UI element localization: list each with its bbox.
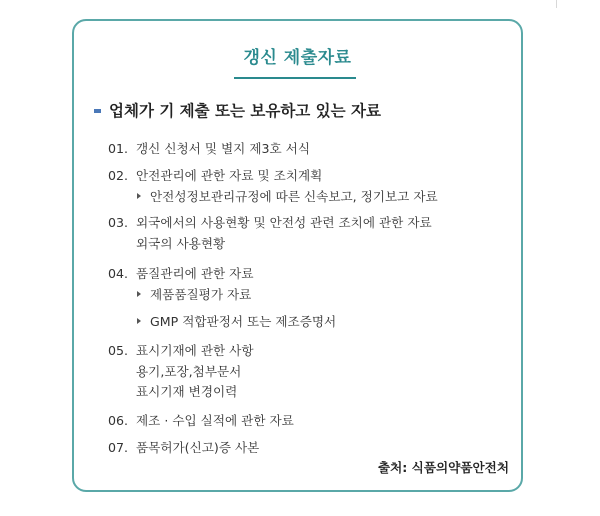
list-item [108,263,254,282]
item-text: 외국에서의 사용현황 및 안전성 관련 조치에 관한 자료 [136,215,432,230]
item-number: 03. [108,215,129,230]
item-text: 갱신 신청서 및 별지 제3호 서식 [136,141,311,156]
item-number: 05. [108,343,129,358]
list-item [108,212,432,231]
top-divider [556,0,557,8]
item-text: 표시기재에 관한 사항 [136,343,254,358]
triangle-bullet-icon [137,193,141,199]
list-item [108,340,254,359]
list-subitem [136,186,438,205]
list-subitem [136,284,251,303]
item-number: 02. [108,168,129,183]
list-item [108,410,294,429]
list-item-continuation [136,381,237,400]
section-heading [94,99,381,121]
source-credit: 출처: 식품의약품안전처 [377,460,509,475]
triangle-bullet-icon [137,291,141,297]
list-item-continuation [136,361,241,380]
list-item [108,437,259,456]
item-number: 07. [108,440,129,455]
continuation-text: 외국의 사용현황 [136,236,226,251]
title-underline [234,77,356,79]
list-item [108,138,310,157]
section-marker-icon [94,109,101,113]
continuation-text: 표시기재 변경이력 [136,384,238,399]
submission-card [72,19,523,492]
list-subitem [136,311,336,330]
item-text: 품목허가(신고)증 사본 [136,440,260,455]
item-text: 품질관리에 관한 자료 [136,266,254,281]
item-text: 안전관리에 관한 자료 및 조치계획 [136,168,323,183]
item-number: 01. [108,141,129,156]
section-heading-text: 업체가 기 제출 또는 보유하고 있는 자료 [109,102,381,120]
continuation-text: 용기,포장,첨부문서 [136,364,242,379]
item-number: 04. [108,266,129,281]
card-title: 갱신 제출자료 [243,48,352,68]
item-number: 06. [108,413,129,428]
subitem-text: GMP 적합판정서 또는 제조증명서 [150,314,337,329]
subitem-text: 제품품질평가 자료 [150,287,252,302]
subitem-text: 안전성정보관리규정에 따른 신속보고, 정기보고 자료 [150,189,438,204]
list-item-continuation [136,233,225,252]
triangle-bullet-icon [137,318,141,324]
item-text: 제조 · 수입 실적에 관한 자료 [136,413,294,428]
list-item [108,165,322,184]
